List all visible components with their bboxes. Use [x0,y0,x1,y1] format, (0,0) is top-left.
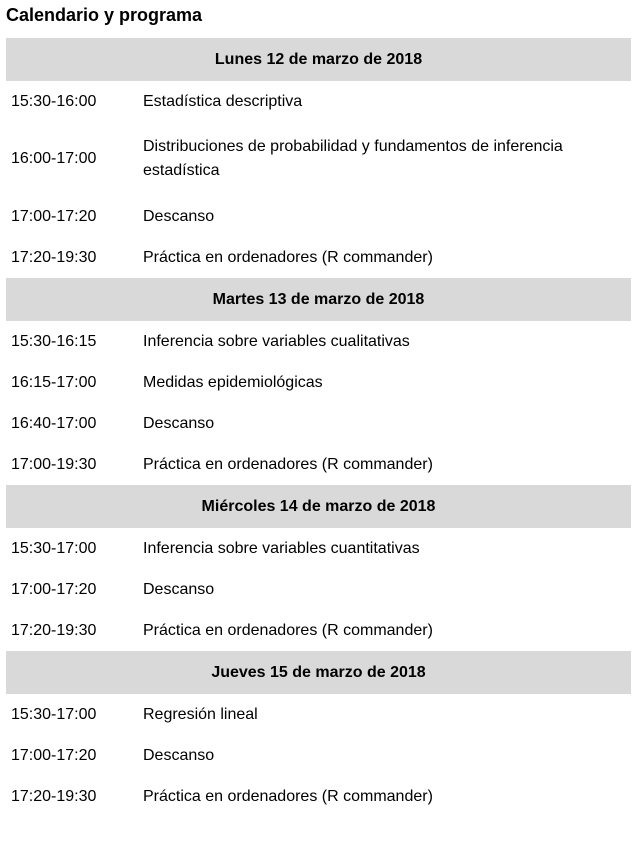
session-row [6,569,631,610]
session-row [6,237,631,278]
session-row [6,81,631,122]
session-time: 15:30-16:00 [11,92,97,110]
session-time: 16:00-17:00 [11,150,97,167]
session-time: 15:30-16:15 [11,332,97,350]
day-block-wednesday [6,485,631,651]
day-block-thursday [6,651,631,817]
session-activity: Estadística descriptiva [143,92,303,110]
session-time: 15:30-17:00 [11,705,97,723]
session-activity: Descanso [143,207,215,225]
session-activity: Inferencia sobre variables cualitativas [143,332,410,350]
session-row [6,321,631,362]
day-block-monday [6,38,631,278]
session-row [6,122,631,196]
session-time: 17:00-17:20 [11,746,97,764]
page-title: Calendario y programa [6,5,203,25]
session-activity: Descanso [143,580,215,598]
session-time: 17:00-17:20 [11,580,97,598]
day-header: Lunes 12 de marzo de 2018 [6,38,631,81]
session-row [6,444,631,485]
session-activity: Práctica en ordenadores (R commander) [143,787,433,805]
session-activity: Práctica en ordenadores (R commander) [143,621,433,639]
session-time: 16:40-17:00 [11,414,97,432]
session-row [6,362,631,403]
session-time: 17:20-19:30 [11,248,97,266]
session-row [6,776,631,817]
session-time: 17:20-19:30 [11,621,97,639]
day-block-tuesday [6,278,631,485]
session-row [6,403,631,444]
session-time: 17:20-19:30 [11,787,97,805]
day-header: Jueves 15 de marzo de 2018 [6,651,631,694]
session-activity: Descanso [143,414,215,432]
session-row [6,694,631,735]
session-activity: Práctica en ordenadores (R commander) [143,455,433,473]
session-activity: Práctica en ordenadores (R commander) [143,248,433,266]
session-activity: Inferencia sobre variables cuantitativas [143,539,420,557]
day-header: Miércoles 14 de marzo de 2018 [6,485,631,528]
session-row [6,528,631,569]
session-row [6,196,631,237]
session-activity: Medidas epidemiológicas [143,373,323,391]
session-time: 17:00-19:30 [11,455,97,473]
session-activity: Distribuciones de probabilidad y fundamentos de inferencia estadística [143,138,563,179]
session-activity: Regresión lineal [143,705,258,723]
day-header: Martes 13 de marzo de 2018 [6,278,631,321]
session-row [6,735,631,776]
session-time: 16:15-17:00 [11,373,97,391]
session-time: 17:00-17:20 [11,207,97,225]
session-time: 15:30-17:00 [11,539,97,557]
session-activity: Descanso [143,746,215,764]
session-row [6,610,631,651]
